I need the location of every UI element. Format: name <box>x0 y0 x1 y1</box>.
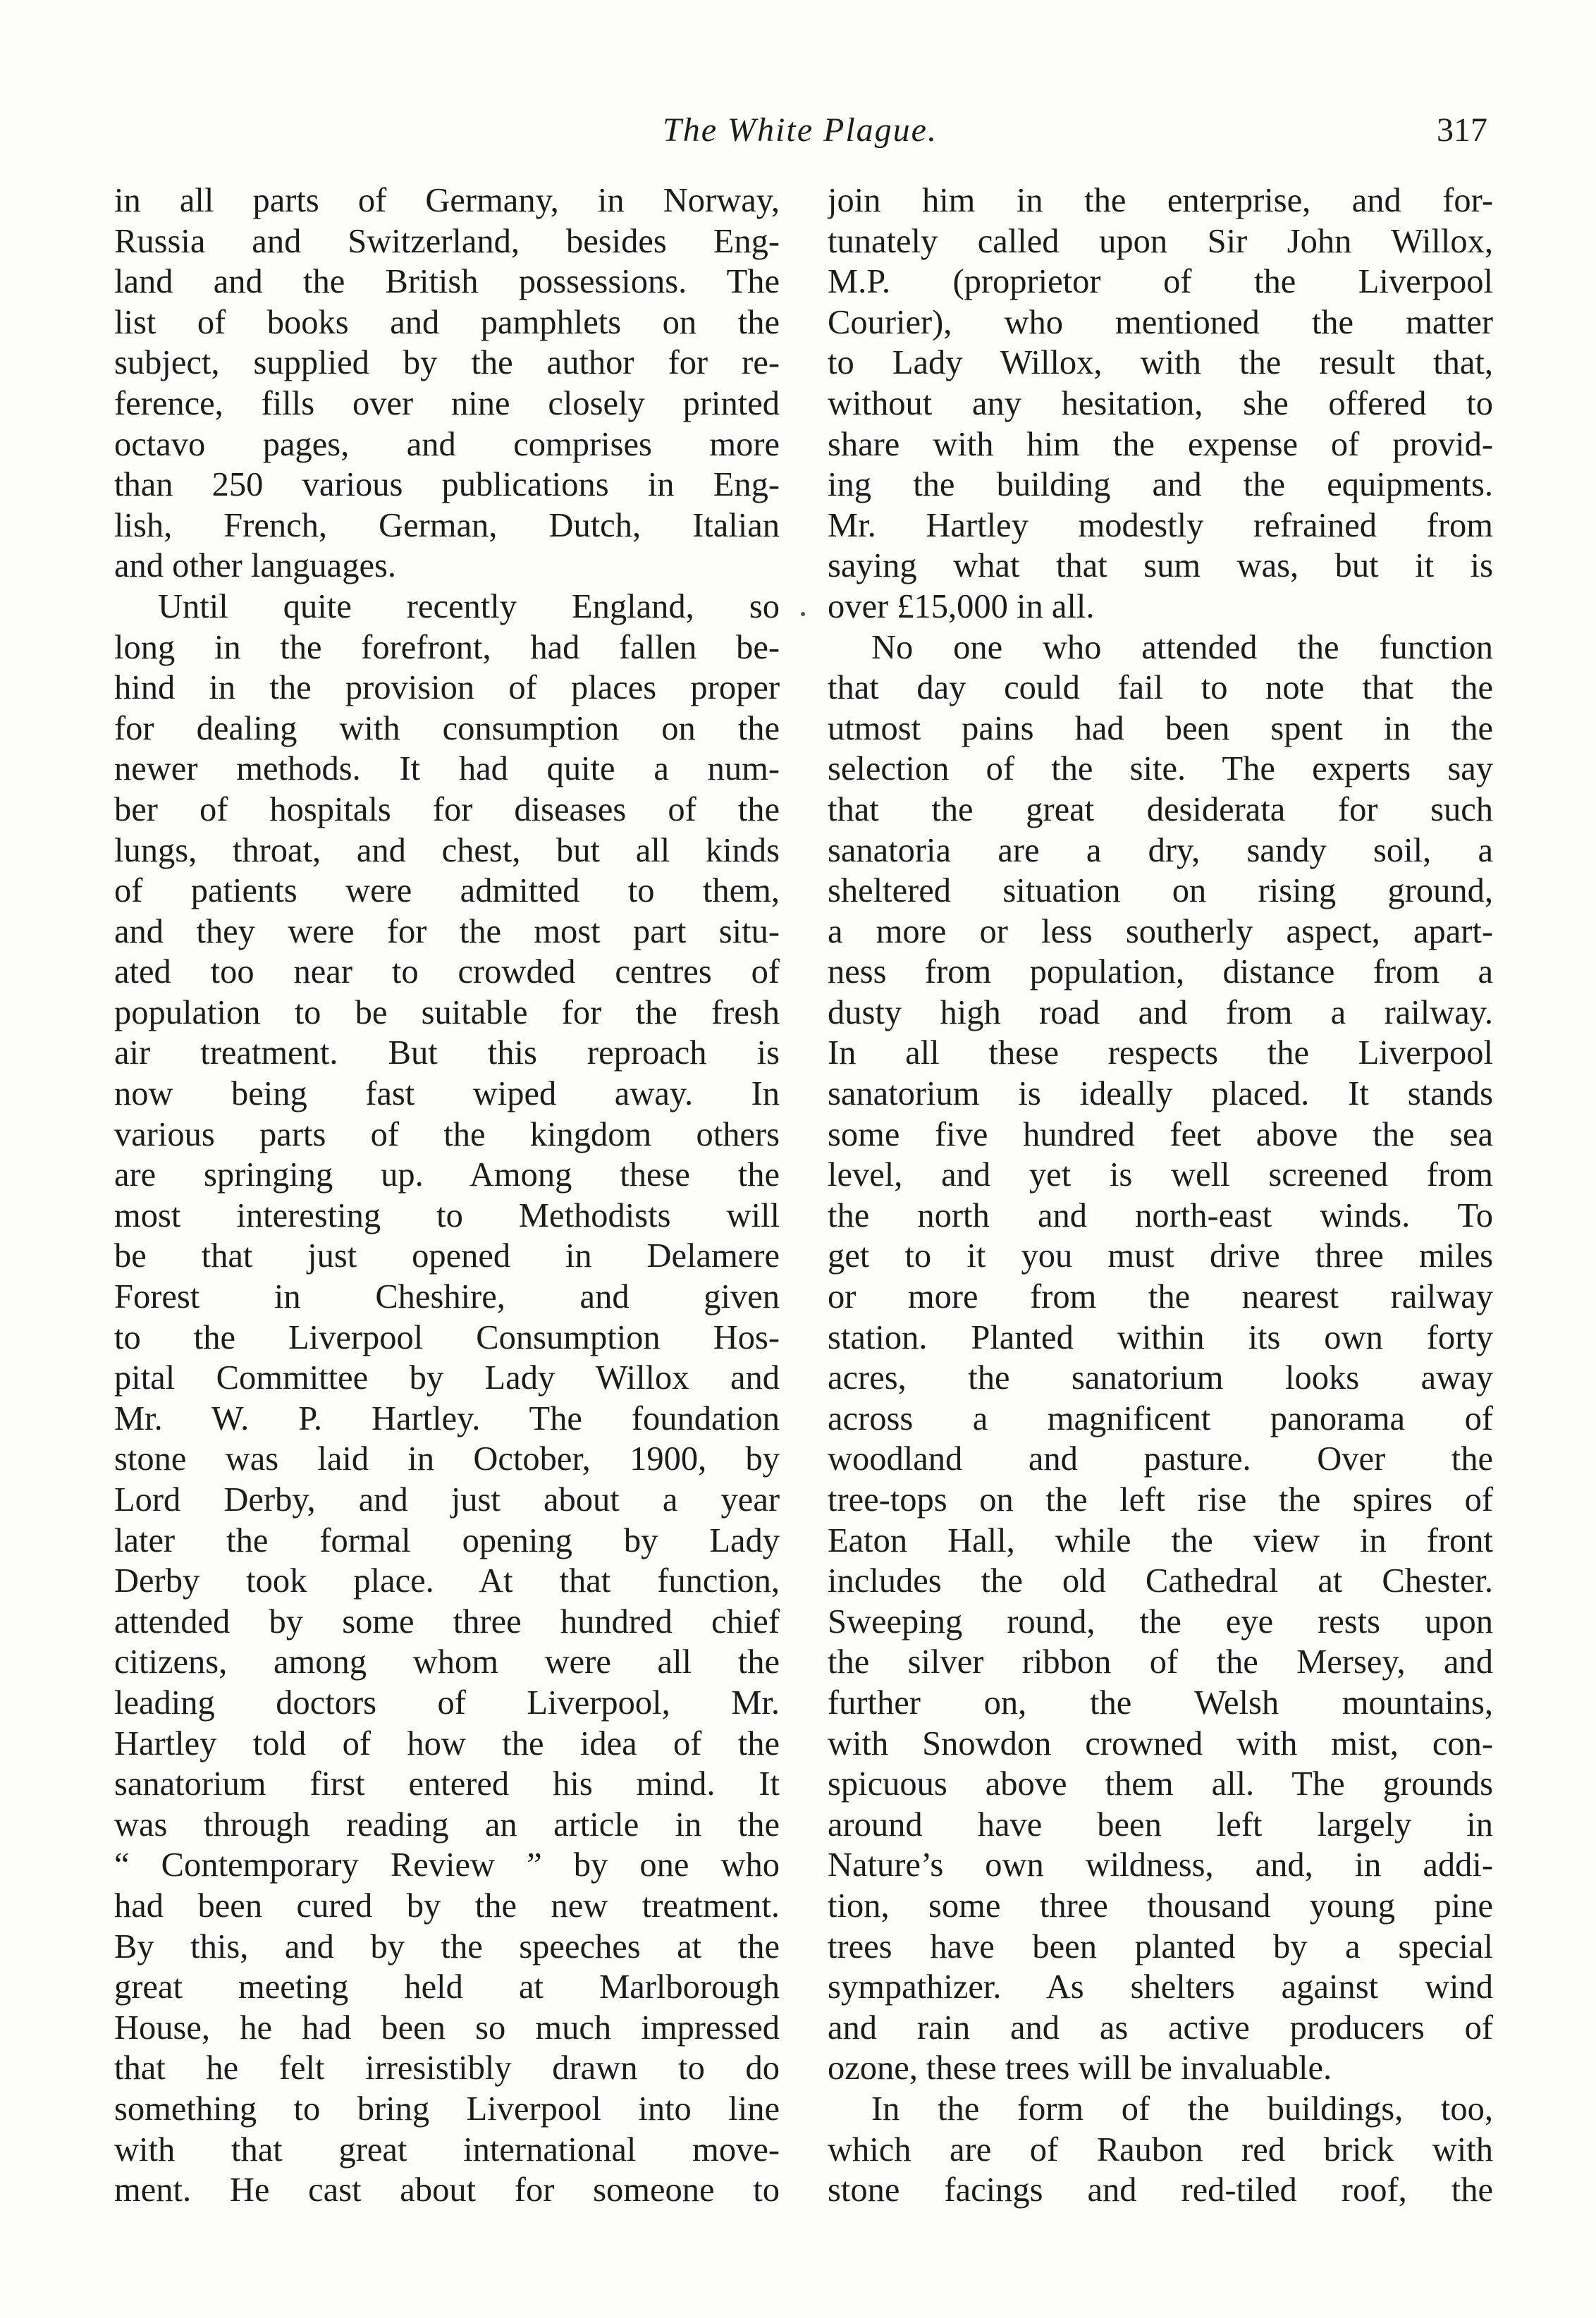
text-line: dusty high road and from a railway. <box>828 993 1493 1031</box>
text-line: with that great international move- <box>114 2130 780 2169</box>
text-line: lungs, throat, and chest, but all kinds <box>114 831 780 869</box>
text-line: ference, fills over nine closely printed <box>114 384 780 422</box>
text-line: ated too near to crowded centres of <box>114 953 780 991</box>
text-line: population to be suitable for the fresh <box>114 993 780 1031</box>
text-line: share with him the expense of provid- <box>828 425 1493 463</box>
text-line: for dealing with consumption on the <box>114 709 780 747</box>
text-line: now being fast wiped away. In <box>114 1075 780 1113</box>
text-line: that the great desiderata for such <box>828 790 1493 828</box>
text-line: station. Planted within its own forty <box>828 1318 1493 1356</box>
text-line: across a magnificent panorama of <box>828 1399 1493 1437</box>
text-line: tree-tops on the left rise the spires of <box>828 1481 1493 1519</box>
text-line: Until quite recently England, so <box>158 587 780 625</box>
text-line: hind in the provision of places proper <box>114 669 780 707</box>
text-line: be that just opened in Delamere <box>114 1237 780 1275</box>
text-line: attended by some three hundred chief <box>114 1602 780 1641</box>
text-line: join him in the enterprise, and for- <box>828 182 1493 219</box>
text-line: citizens, among whom were all the <box>114 1643 780 1681</box>
text-line: over £15,000 in all. <box>828 587 1095 625</box>
text-line: that day could fail to note that the <box>828 669 1493 707</box>
text-line: long in the forefront, had fallen be- <box>114 628 780 666</box>
text-line: later the formal opening by Lady <box>114 1521 780 1559</box>
text-line: and rain and as active producers of <box>828 2009 1493 2047</box>
text-line: House, he had been so much impressed <box>114 2009 780 2047</box>
text-line: lish, French, German, Dutch, Italian <box>114 506 780 544</box>
text-line: without any hesitation, she offered to <box>828 384 1493 422</box>
text-line: of patients were admitted to them, <box>114 872 780 910</box>
text-line: No one who attended the function <box>871 628 1493 666</box>
text-line: M.P. (proprietor of the Liverpool <box>828 263 1493 301</box>
text-line: something to bring Liverpool into line <box>114 2090 780 2128</box>
text-line: than 250 various publications in Eng- <box>114 466 780 504</box>
text-line: sympathizer. As shelters against wind <box>828 1968 1493 2006</box>
text-line: octavo pages, and comprises more <box>114 425 780 463</box>
right-column <box>828 180 1493 2211</box>
text-line: or more from the nearest railway <box>828 1278 1493 1316</box>
text-line: saying what that sum was, but it is <box>828 547 1493 585</box>
text-line: Eaton Hall, while the view in front <box>828 1521 1493 1559</box>
text-line: list of books and pamphlets on the <box>114 303 780 341</box>
text-line: had been cured by the new treatment. <box>114 1887 780 1925</box>
text-line: level, and yet is well screened from <box>828 1156 1493 1194</box>
text-line: are springing up. Among these the <box>114 1156 780 1194</box>
text-line: sheltered situation on rising ground, <box>828 872 1493 910</box>
text-line: ozone, these trees will be invaluable. <box>828 2049 1332 2087</box>
text-line: Mr. W. P. Hartley. The foundation <box>114 1399 780 1437</box>
text-line: Mr. Hartley modestly refrained from <box>828 506 1493 544</box>
text-line: further on, the Welsh mountains, <box>828 1684 1493 1722</box>
text-line: ber of hospitals for diseases of the <box>114 790 780 828</box>
text-line: air treatment. But this reproach is <box>114 1034 780 1072</box>
text-line: great meeting held at Marlborough <box>114 1968 780 2006</box>
text-line: a more or less southerly aspect, apart- <box>828 912 1493 950</box>
text-line: tion, some three thousand young pine <box>828 1887 1493 1925</box>
text-line: some five hundred feet above the sea <box>828 1115 1493 1153</box>
text-line: subject, supplied by the author for re- <box>114 344 780 382</box>
page-number: 317 <box>1437 111 1487 149</box>
text-line: sanatorium first entered his mind. It <box>114 1765 780 1803</box>
text-line: Courier), who mentioned the matter <box>828 303 1493 341</box>
text-line: to the Liverpool Consumption Hos- <box>114 1318 780 1356</box>
text-line: Forest in Cheshire, and given <box>114 1278 780 1316</box>
text-line: trees have been planted by a special <box>828 1927 1493 1966</box>
text-line: land and the British possessions. The <box>114 263 780 301</box>
text-line: “ Contemporary Review ” by one who <box>114 1846 780 1884</box>
text-line: get to it you must drive three miles <box>828 1237 1493 1275</box>
text-line: most interesting to Methodists will <box>114 1196 780 1234</box>
text-line: includes the old Cathedral at Chester. <box>828 1562 1493 1600</box>
text-line: Hartley told of how the idea of the <box>114 1724 780 1762</box>
text-line: pital Committee by Lady Willox and <box>114 1359 780 1397</box>
running-head <box>113 106 1487 155</box>
text-line: and they were for the most part situ- <box>114 912 780 950</box>
text-line: to Lady Willox, with the result that, <box>828 344 1493 382</box>
text-line: which are of Raubon red brick with <box>828 2130 1493 2169</box>
text-line: newer methods. It had quite a num- <box>114 750 780 788</box>
text-line: stone was laid in October, 1900, by <box>114 1440 780 1478</box>
text-line: the north and north-east winds. To <box>828 1196 1493 1234</box>
text-line: ing the building and the equipments. <box>828 466 1493 504</box>
text-line: and other languages. <box>114 547 396 585</box>
text-line: spicuous above them all. The grounds <box>828 1765 1493 1803</box>
text-line: utmost pains had been spent in the <box>828 709 1493 747</box>
text-line: sanatoria are a dry, sandy soil, a <box>828 831 1493 869</box>
text-line: ness from population, distance from a <box>828 953 1493 991</box>
text-line: that he felt irresistibly drawn to do <box>114 2049 780 2087</box>
text-line: ment. He cast about for someone to <box>114 2171 780 2209</box>
text-line: acres, the sanatorium looks away <box>828 1359 1493 1397</box>
text-line: around have been left largely in <box>828 1805 1493 1844</box>
left-column <box>114 180 780 2211</box>
text-line: sanatorium is ideally placed. It stands <box>828 1075 1493 1113</box>
text-line: Russia and Switzerland, besides Eng- <box>114 222 780 260</box>
text-line: various parts of the kingdom others <box>114 1115 780 1153</box>
text-line: the silver ribbon of the Mersey, and <box>828 1643 1493 1681</box>
text-line: Derby took place. At that function, <box>114 1562 780 1600</box>
text-line: in all parts of Germany, in Norway, <box>114 182 780 219</box>
text-line: woodland and pasture. Over the <box>828 1440 1493 1478</box>
text-line: In all these respects the Liverpool <box>828 1034 1493 1072</box>
text-line: stone facings and red-tiled roof, the <box>828 2171 1493 2209</box>
text-line: Nature’s own wildness, and, in addi- <box>828 1846 1493 1884</box>
text-line: with Snowdon crowned with mist, con- <box>828 1724 1493 1762</box>
text-line: tunately called upon Sir John Willox, <box>828 222 1493 260</box>
text-line: In the form of the buildings, too, <box>871 2090 1493 2128</box>
text-line: Lord Derby, and just about a year <box>114 1481 780 1519</box>
margin-mark <box>801 612 805 616</box>
text-line: By this, and by the speeches at the <box>114 1927 780 1966</box>
text-line: selection of the site. The experts say <box>828 750 1493 788</box>
running-title: The White Plague. <box>663 111 938 149</box>
text-line: was through reading an article in the <box>114 1805 780 1844</box>
text-line: Sweeping round, the eye rests upon <box>828 1602 1493 1641</box>
text-line: leading doctors of Liverpool, Mr. <box>114 1684 780 1722</box>
